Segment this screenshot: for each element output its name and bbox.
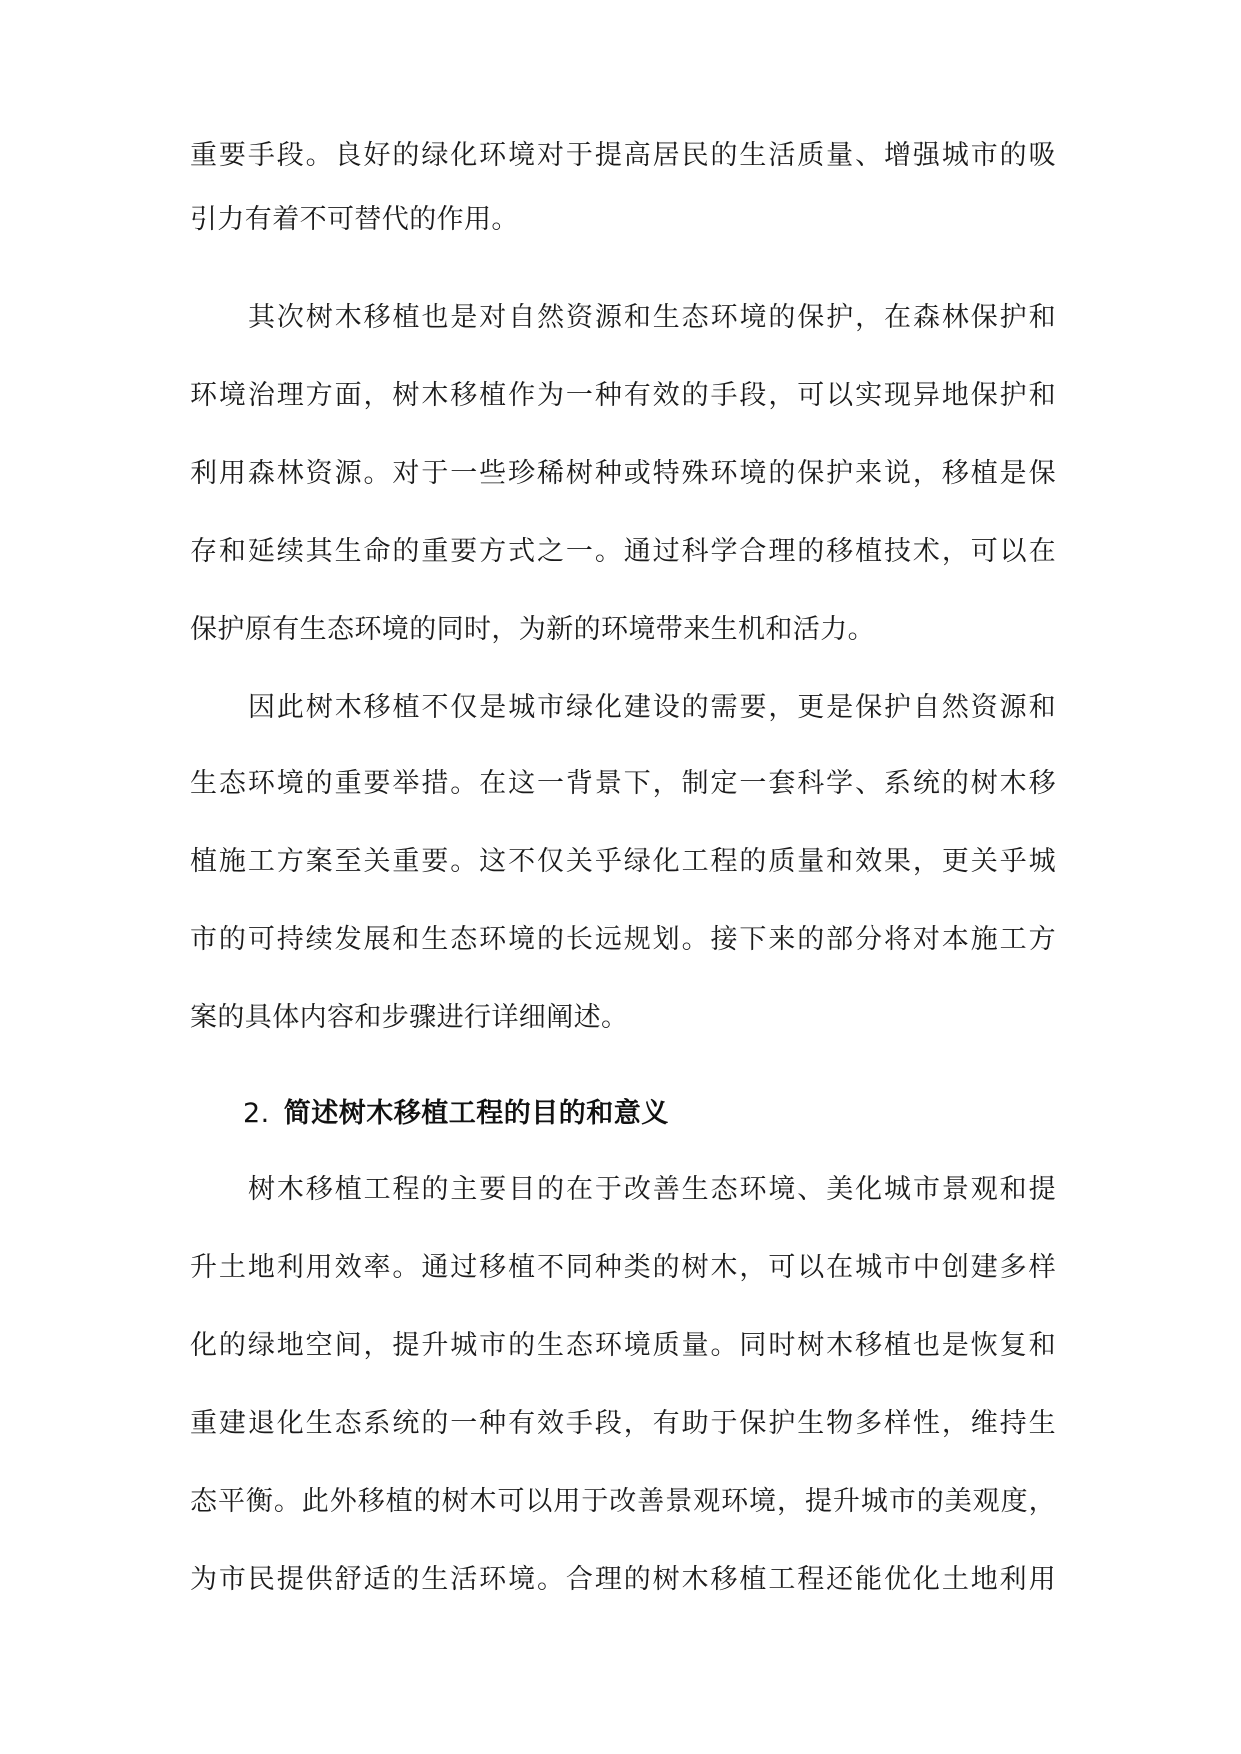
paragraph-line: 升土地利用效率。通过移植不同种类的树木，可以在城市中创建多样 <box>190 1252 1056 1283</box>
paragraph-line: 市的可持续发展和生态环境的长远规划。接下来的部分将对本施工方 <box>190 924 1056 955</box>
paragraph-line: 化的绿地空间，提升城市的生态环境质量。同时树木移植也是恢复和 <box>190 1330 1056 1361</box>
paragraph-line: 态平衡。此外移植的树木可以用于改善景观环境，提升城市的美观度， <box>190 1486 1056 1517</box>
paragraph-line: 存和延续其生命的重要方式之一。通过科学合理的移植技术，可以在 <box>190 536 1056 567</box>
section-title: 简述树木移植工程的目的和意义 <box>283 1098 669 1129</box>
paragraph-line: 案的具体内容和步骤进行详细阐述。 <box>190 1002 629 1033</box>
paragraph-line: 生态环境的重要举措。在这一背景下，制定一套科学、系统的树木移 <box>190 768 1056 799</box>
paragraph-line: 重建退化生态系统的一种有效手段，有助于保护生物多样性，维持生 <box>190 1408 1056 1439</box>
paragraph-line: 植施工方案至关重要。这不仅关乎绿化工程的质量和效果，更关乎城 <box>190 846 1056 877</box>
paragraph-line: 因此树木移植不仅是城市绿化建设的需要，更是保护自然资源和 <box>248 692 1056 723</box>
paragraph-line: 树木移植工程的主要目的在于改善生态环境、美化城市景观和提 <box>248 1174 1056 1205</box>
paragraph-line: 环境治理方面，树木移植作为一种有效的手段，可以实现异地保护和 <box>190 380 1056 411</box>
paragraph-line: 引力有着不可替代的作用。 <box>190 204 519 235</box>
paragraph-line: 保护原有生态环境的同时，为新的环境带来生机和活力。 <box>190 614 875 645</box>
paragraph-line: 其次树木移植也是对自然资源和生态环境的保护，在森林保护和 <box>248 302 1056 333</box>
paragraph-line: 为市民提供舒适的生活环境。合理的树木移植工程还能优化土地利用 <box>190 1564 1056 1595</box>
paragraph-line: 利用森林资源。对于一些珍稀树种或特殊环境的保护来说，移植是保 <box>190 458 1056 489</box>
paragraph-line: 重要手段。良好的绿化环境对于提高居民的生活质量、增强城市的吸 <box>190 140 1056 171</box>
section-number: 2. <box>243 1098 270 1129</box>
section-heading <box>243 1090 669 1138</box>
